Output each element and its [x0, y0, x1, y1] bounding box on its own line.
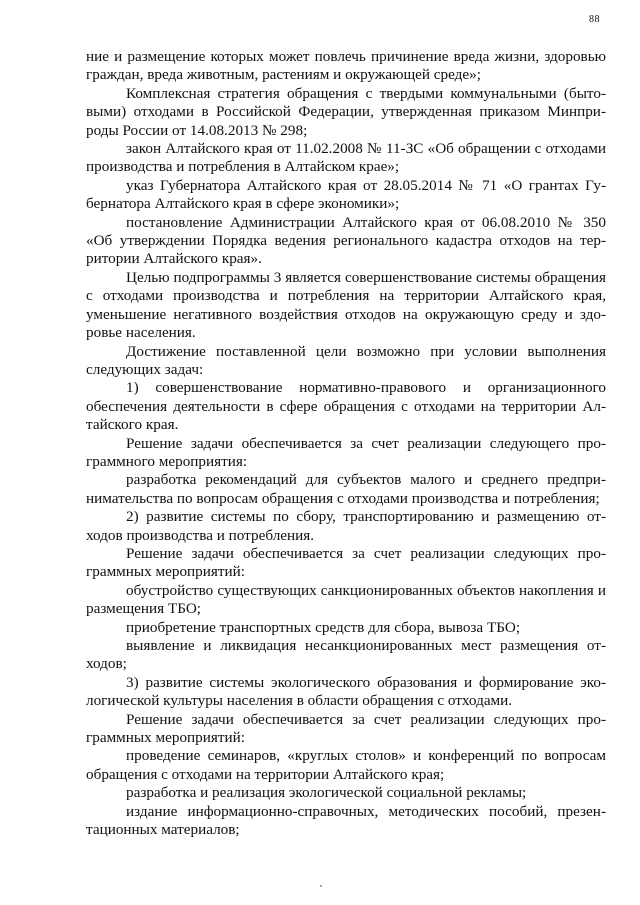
body-text — [86, 48, 606, 839]
paragraph-task-1-solution: Решение задачи обеспечивается за счет реализации следующего программного мероприятия: — [86, 434, 606, 470]
paragraph-task-2-measure-1: обустройство существующих санкционированных объектов накопления и размещения ТБО; — [86, 581, 606, 618]
page-number: 88 — [589, 14, 600, 25]
paragraph-task-2-measure-2: приобретение транспортных средств для сбора, вывоза ТБО; — [126, 618, 521, 636]
paragraph-task-3-measure-1: проведение семинаров, «круглых столов» и конференций по вопросам обращения с отходами на территории Алтайского края; — [86, 747, 606, 783]
paragraph-task-3-measure-2: разработка и реализация экологической социальной рекламы; — [126, 784, 527, 802]
paragraph-regional-law: закон Алтайского края от 11.02.2008 № 11-ЗС «Об обращении с отходами производства и потребления в Алтайском крае»; — [86, 140, 606, 176]
paragraph-strategy: Комплексная стратегия обращения с твердыми коммунальными (бытовыми) отходами в Российской Федерации, утвержденная приказом Минприроды России от 14.08.2013 № 298; — [86, 84, 606, 139]
paragraph-continuation: ние и размещение которых может повлечь причинение вреда жизни, здоровью граждан, вреда животным, растениям и окружающей среде»; — [86, 48, 606, 84]
paragraph-task-1: 1) совершенствование нормативно-правового и организационного обеспечения деятельности в сфере обращения с отходами на территории Алтайского края. — [86, 379, 606, 434]
paragraph-task-1-measure: разработка рекомендаций для субъектов малого и среднего предпринимательства по вопросам обращения с отходами производства и потребления; — [86, 471, 606, 507]
scan-speck — [320, 885, 322, 887]
paragraph-task-3-measure-3: издание информационно-справочных, методических пособий, презентационных материалов; — [86, 802, 606, 839]
paragraph-task-2-measure-3: выявление и ликвидация несанкционированных мест размещения отходов; — [86, 637, 606, 673]
paragraph-goal-conditions: Достижение поставленной цели возможно при условии выполнения следующих задач: — [86, 342, 606, 378]
paragraph-task-2-solution: Решение задачи обеспечивается за счет реализации следующих программных мероприятий: — [86, 544, 606, 581]
paragraph-task-2: 2) развитие системы по сбору, транспортированию и размещению отходов производства и потребления. — [86, 508, 606, 544]
paragraph-administration-resolution: постановление Администрации Алтайского края от 06.08.2010 № 350 «Об утверждении Порядка ведения регионального кадастра отходов на территории Алтайского края». — [86, 213, 606, 268]
paragraph-subprogram-goal: Целью подпрограммы 3 является совершенствование системы обращения с отходами производства и потребления на территории Алтайского края, уменьшение негативного воздействия отходов на окружающую среду и здоровье населения. — [86, 268, 606, 342]
paragraph-governor-decree: указ Губернатора Алтайского края от 28.05.2014 № 71 «О грантах Губернатора Алтайского края в сфере экономики»; — [86, 176, 606, 213]
paragraph-task-3: 3) развитие системы экологического образования и формирование экологической культуры населения в области обращения с отходами. — [86, 673, 606, 710]
paragraph-task-3-solution: Решение задачи обеспечивается за счет реализации следующих программных мероприятий: — [86, 710, 606, 747]
